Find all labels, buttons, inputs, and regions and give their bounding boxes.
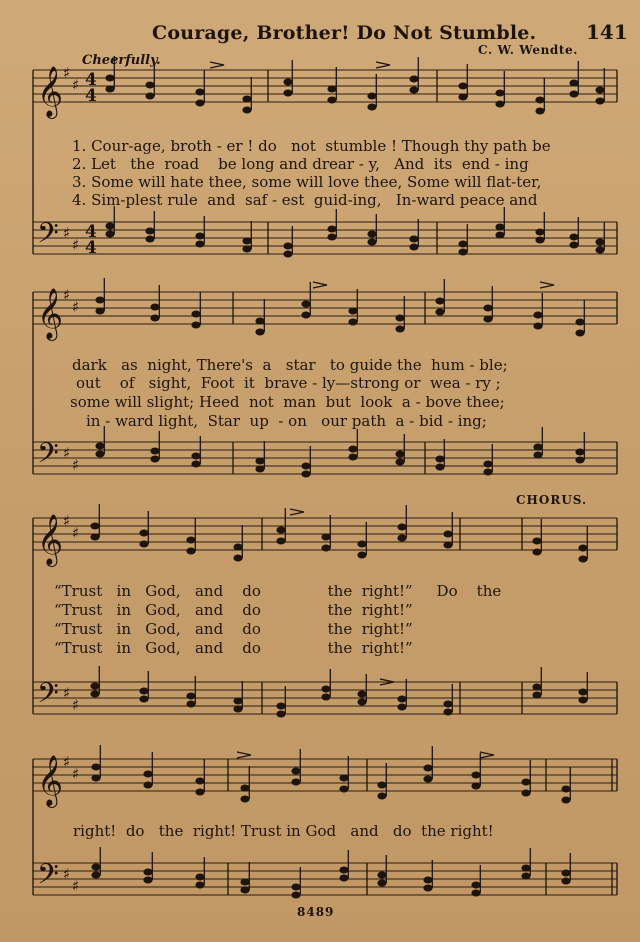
note-head (409, 236, 418, 243)
sharp-sign: ♯ (63, 512, 71, 530)
time-signature: 4 (85, 238, 97, 258)
note-head (495, 224, 504, 231)
note-head (186, 701, 195, 708)
note-head (91, 764, 100, 771)
note-head (409, 76, 418, 83)
note-head (233, 706, 242, 713)
note-head (339, 867, 348, 874)
note-head (321, 694, 330, 701)
note-head (301, 312, 310, 319)
note-head (348, 454, 357, 461)
note-head (575, 319, 584, 326)
hymn-title: Courage, Brother! Do Not Stumble. (152, 22, 537, 44)
note-head (90, 691, 99, 698)
note-head (90, 683, 99, 690)
bass-clef: 𝄢 (37, 437, 59, 477)
note-head (395, 459, 404, 466)
note-head (276, 538, 285, 545)
verse-4-line-2: in - ward light, Star up - on our path a - bid - ing; (86, 412, 487, 430)
note-head (327, 97, 336, 104)
note-head (435, 309, 444, 316)
note-head (95, 308, 104, 315)
note-head (397, 524, 406, 531)
note-head (139, 696, 148, 703)
note-head (471, 772, 480, 779)
note-head (242, 246, 251, 253)
note-head (367, 93, 376, 100)
note-head (150, 448, 159, 455)
note-head (339, 775, 348, 782)
note-head (283, 79, 292, 86)
note-head (291, 892, 300, 899)
note-head (91, 775, 100, 782)
sharp-sign: ♯ (72, 76, 80, 94)
note-head (443, 709, 452, 716)
sharp-sign: ♯ (72, 765, 80, 783)
sharp-sign: ♯ (63, 286, 71, 304)
sharp-sign: ♯ (72, 524, 80, 542)
note-head (578, 689, 587, 696)
note-head (327, 226, 336, 233)
treble-clef: 𝄞 (37, 514, 64, 565)
note-head (191, 453, 200, 460)
note-head (561, 797, 570, 804)
plate-number: 8489 (297, 905, 335, 919)
note-head (191, 461, 200, 468)
note-head (443, 701, 452, 708)
note-head (321, 534, 330, 541)
note-head (521, 873, 530, 880)
note-head (90, 534, 99, 541)
note-head (150, 456, 159, 463)
note-head (339, 786, 348, 793)
note-head (357, 699, 366, 706)
note-head (561, 870, 570, 877)
note-head (561, 878, 570, 885)
note-head (423, 885, 432, 892)
time-signature: 4 (85, 86, 97, 106)
note-head (578, 556, 587, 563)
note-head (291, 779, 300, 786)
note-head (395, 315, 404, 322)
note-head (377, 872, 386, 879)
note-head (276, 527, 285, 534)
note-head (95, 451, 104, 458)
note-head (195, 89, 204, 96)
note-head (143, 771, 152, 778)
note-head (233, 544, 242, 551)
note-head (535, 229, 544, 236)
note-head (458, 83, 467, 90)
note-head (575, 330, 584, 337)
sharp-sign: ♯ (72, 298, 80, 316)
note-head (91, 872, 100, 879)
accent-mark (376, 62, 390, 68)
note-head (435, 464, 444, 471)
note-head (276, 711, 285, 718)
note-head (357, 552, 366, 559)
note-head (348, 319, 357, 326)
chorus-label: CHORUS. (516, 493, 588, 507)
verse-1-line-2: dark as night, There's a star to guide the hum - ble; (72, 356, 508, 374)
note-head (409, 244, 418, 251)
sharp-sign: ♯ (72, 236, 80, 254)
sharp-sign: ♯ (63, 684, 71, 702)
note-head (240, 887, 249, 894)
note-head (91, 864, 100, 871)
note-head (186, 693, 195, 700)
note-head (569, 91, 578, 98)
accent-mark (290, 509, 304, 515)
note-head (143, 877, 152, 884)
note-head (595, 98, 604, 105)
note-head (377, 880, 386, 887)
note-head (569, 242, 578, 249)
sharp-sign: ♯ (63, 64, 71, 82)
note-head (483, 316, 492, 323)
note-head (575, 457, 584, 464)
note-head (532, 538, 541, 545)
note-head (569, 234, 578, 241)
note-head (283, 243, 292, 250)
note-head (195, 882, 204, 889)
note-head (139, 541, 148, 548)
note-head (535, 97, 544, 104)
note-head (458, 94, 467, 101)
note-head (348, 446, 357, 453)
note-head (435, 456, 444, 463)
sharp-sign: ♯ (72, 696, 80, 714)
note-head (521, 779, 530, 786)
note-head (301, 301, 310, 308)
note-head (561, 786, 570, 793)
note-head (90, 523, 99, 530)
treble-clef: 𝄞 (37, 288, 64, 339)
note-head (578, 545, 587, 552)
note-head (423, 776, 432, 783)
note-head (483, 469, 492, 476)
note-head (143, 782, 152, 789)
note-head (575, 449, 584, 456)
note-head (595, 247, 604, 254)
chorus-line-3: “Trust in God, and do the right!” (54, 620, 413, 638)
note-head (233, 555, 242, 562)
note-head (301, 471, 310, 478)
note-head (105, 75, 114, 82)
note-head (195, 789, 204, 796)
note-head (495, 101, 504, 108)
note-head (423, 765, 432, 772)
note-head (145, 93, 154, 100)
chorus-line-2: “Trust in God, and do the right!” (54, 601, 413, 619)
accent-mark (210, 62, 224, 68)
sharp-sign: ♯ (72, 456, 80, 474)
note-head (150, 304, 159, 311)
tempo-marking: Cheerfully. (82, 53, 161, 68)
note-head (367, 104, 376, 111)
note-head (535, 108, 544, 115)
note-head (145, 82, 154, 89)
verse-3-line-1: 3. Some will hate thee, some will love thee, Some will flat-ter, (72, 173, 542, 191)
note-head (471, 882, 480, 889)
page-number: 141 (586, 20, 628, 44)
note-head (471, 890, 480, 897)
composer-credit: C. W. Wendte. (478, 43, 579, 57)
note-head (377, 782, 386, 789)
note-head (532, 549, 541, 556)
note-head (195, 778, 204, 785)
note-head (276, 703, 285, 710)
note-head (105, 231, 114, 238)
note-head (186, 548, 195, 555)
note-head (533, 323, 542, 330)
note-head (595, 239, 604, 246)
note-head (195, 874, 204, 881)
note-head (397, 704, 406, 711)
treble-clef: 𝄞 (37, 66, 64, 117)
note-head (195, 241, 204, 248)
note-head (495, 90, 504, 97)
note-head (327, 234, 336, 241)
note-head (458, 241, 467, 248)
note-head (357, 691, 366, 698)
note-head (255, 329, 264, 336)
note-head (535, 237, 544, 244)
note-head (321, 686, 330, 693)
note-head (255, 458, 264, 465)
verse-2-line-2: out of sight, Foot it brave - ly—strong or wea - ry ; (76, 374, 501, 392)
sharp-sign: ♯ (63, 753, 71, 771)
note-head (483, 461, 492, 468)
note-head (255, 318, 264, 325)
note-head (105, 223, 114, 230)
note-head (255, 466, 264, 473)
note-head (145, 236, 154, 243)
note-head (242, 238, 251, 245)
note-head (145, 228, 154, 235)
note-head (532, 684, 541, 691)
note-head (357, 541, 366, 548)
note-head (397, 696, 406, 703)
note-head (105, 86, 114, 93)
note-head (495, 232, 504, 239)
verse-1-line-1: 1. Cour-age, broth - er ! do not stumble ! Though thy path be (72, 137, 551, 155)
note-head (395, 451, 404, 458)
time-signature: 4 (85, 222, 97, 242)
sharp-sign: ♯ (63, 444, 71, 462)
note-head (339, 875, 348, 882)
note-head (367, 231, 376, 238)
note-head (578, 697, 587, 704)
note-head (283, 90, 292, 97)
note-head (195, 100, 204, 107)
note-head (233, 698, 242, 705)
note-head (471, 783, 480, 790)
accent-mark (480, 752, 494, 758)
accent-mark (237, 752, 251, 758)
time-signature: 4 (85, 70, 97, 90)
chorus-final-line: right! do the right! Trust in God and do the right! (73, 822, 494, 840)
note-head (283, 251, 292, 258)
note-head (521, 865, 530, 872)
note-head (569, 80, 578, 87)
note-head (191, 322, 200, 329)
note-head (195, 233, 204, 240)
note-head (521, 790, 530, 797)
sharp-sign: ♯ (63, 224, 71, 242)
note-head (348, 308, 357, 315)
treble-clef: 𝄞 (37, 755, 64, 806)
note-head (139, 530, 148, 537)
note-head (150, 315, 159, 322)
chorus-line-4: “Trust in God, and do the right!” (54, 639, 413, 657)
note-head (143, 869, 152, 876)
note-head (242, 107, 251, 114)
note-head (95, 443, 104, 450)
bass-clef: 𝄢 (37, 677, 59, 717)
accent-mark (540, 282, 554, 288)
note-head (95, 297, 104, 304)
note-head (327, 86, 336, 93)
note-head (139, 688, 148, 695)
bass-clef: 𝄢 (37, 858, 59, 898)
verse-2-line-1: 2. Let the road be long and drear - y, And its end - ing (72, 155, 529, 173)
note-head (191, 311, 200, 318)
note-head (458, 249, 467, 256)
chorus-line-1: “Trust in God, and do the right!” Do the (54, 582, 502, 600)
note-head (533, 444, 542, 451)
verse-4-line-1: 4. Sim-plest rule and saf - est guid-ing, In-ward peace and (72, 191, 538, 209)
accent-mark (313, 282, 327, 288)
note-head (321, 545, 330, 552)
note-head (291, 768, 300, 775)
note-head (435, 298, 444, 305)
note-head (443, 542, 452, 549)
note-head (423, 877, 432, 884)
note-head (483, 305, 492, 312)
note-head (186, 537, 195, 544)
note-head (532, 692, 541, 699)
note-head (240, 785, 249, 792)
note-head (595, 87, 604, 94)
note-head (395, 326, 404, 333)
note-head (443, 531, 452, 538)
note-head (367, 239, 376, 246)
note-head (409, 87, 418, 94)
note-head (397, 535, 406, 542)
note-head (240, 879, 249, 886)
note-head (377, 793, 386, 800)
note-head (240, 796, 249, 803)
note-head (242, 96, 251, 103)
note-head (533, 312, 542, 319)
bass-clef: 𝄢 (37, 217, 59, 257)
sharp-sign: ♯ (63, 865, 71, 883)
verse-3-line-2: some will slight; Heed not man but look a - bove thee; (70, 393, 505, 411)
note-head (291, 884, 300, 891)
note-head (533, 452, 542, 459)
note-head (301, 463, 310, 470)
sharp-sign: ♯ (72, 877, 80, 895)
